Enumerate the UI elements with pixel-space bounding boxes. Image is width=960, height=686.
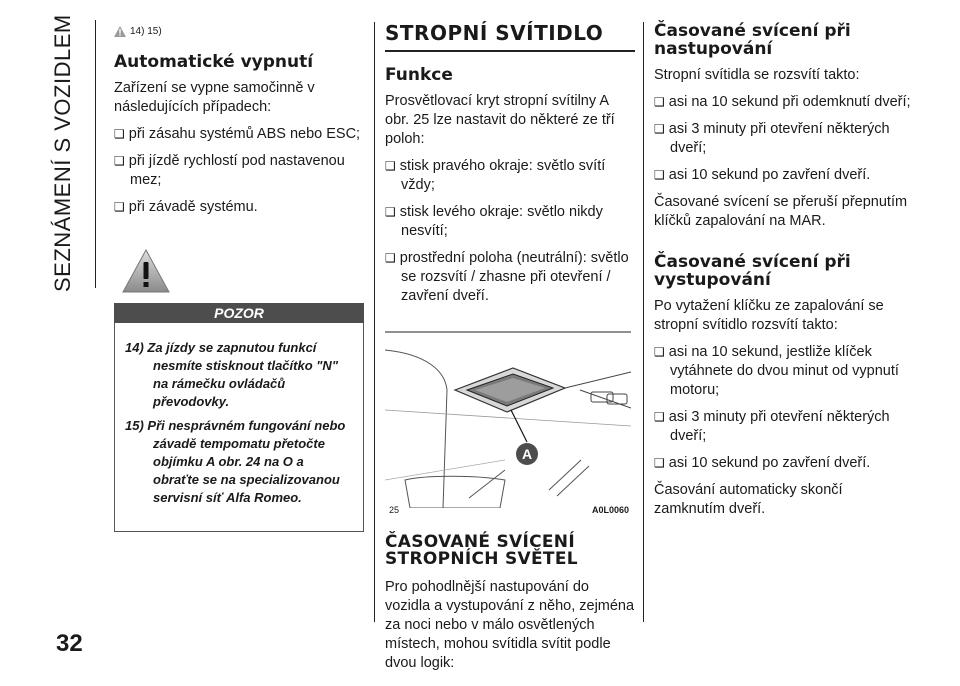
list-item: ❑ asi 10 sekund po zavření dveří. bbox=[654, 454, 914, 473]
list-item: ❑ asi 3 minuty při otevření některých dveří; bbox=[654, 408, 914, 446]
warning-title: POZOR bbox=[114, 303, 364, 323]
side-divider bbox=[95, 20, 96, 288]
heading-boarding: Časované svícení při nastupování bbox=[654, 21, 851, 59]
list-item: ❑ asi na 10 sekund, jestliže klíček vytáhnete do dvou minut od vypnutí motoru; bbox=[654, 343, 914, 400]
list-item: ❑ prostřední poloha (neutrální): světlo se rozsvítí / zhasne při otevření / zavření dveří. bbox=[385, 249, 635, 306]
figure-code: A0L0060 bbox=[591, 505, 629, 515]
list-item: ❑ stisk levého okraje: světlo nikdy nesvítí; bbox=[385, 203, 635, 241]
list-item: ❑ asi 3 minuty při otevření některých dveří; bbox=[654, 120, 914, 158]
column-3 bbox=[654, 22, 914, 527]
intro-paragraph: Zařízení se vypne samočinně v následujících případech: bbox=[114, 80, 315, 115]
ceiling-lamp-illustration bbox=[385, 330, 631, 508]
warning-note: 15) Při nesprávném fungování nebo závadě tempomatu přetočte objímku A obr. 24 na O a obraťte se na specializovanou servisní síť Alfa Romeo. bbox=[125, 418, 346, 505]
intro-paragraph: Prosvětlovací kryt stropní svítilny A obr. 25 lze nastavit do některé ze tří poloh: bbox=[385, 93, 615, 147]
paragraph: Časované svícení se přeruší přepnutím klíčků zapalování na MAR. bbox=[654, 194, 908, 229]
column-2 bbox=[385, 22, 635, 681]
chapter-side-title: SEZNÁMENÍ S VOZIDLEM bbox=[50, 14, 75, 292]
callout-label: A bbox=[521, 446, 533, 462]
paragraph: Pro pohodlnější nastupování do vozidla a vystupování z něho, zejména za noci nebo v málo osvětlených místech, mohou svítidla svítit podle dvou logik: bbox=[385, 579, 635, 671]
column-divider-right bbox=[643, 22, 644, 622]
paragraph: Po vytažení klíčku ze zapalování se stropní svítidlo rozsvítí takto: bbox=[654, 298, 884, 333]
paragraph: Časování automaticky skončí zamknutím dveří. bbox=[654, 482, 843, 517]
column-1 bbox=[114, 22, 364, 532]
refs-text: 14) 15) bbox=[130, 26, 162, 37]
list-item: ❑ stisk pravého okraje: světlo svítí vždy; bbox=[385, 157, 635, 195]
warning-triangle-icon bbox=[114, 26, 126, 37]
page-number: 32 bbox=[56, 630, 83, 657]
section-title-timed-lighting: ČASOVANÉ SVÍCENÍ STROPNÍCH SVĚTEL bbox=[385, 532, 578, 569]
figure-ceiling-lamp bbox=[385, 330, 631, 520]
warning-sign-icon bbox=[122, 249, 170, 293]
paragraph: Stropní svítidla se rozsvítí takto: bbox=[654, 67, 860, 83]
list-item: ❑ při zásahu systémů ABS nebo ESC; bbox=[114, 125, 364, 144]
warning-references bbox=[114, 22, 364, 41]
subheading-function: Funkce bbox=[385, 65, 453, 85]
list-item: ❑ asi na 10 sekund při odemknutí dveří; bbox=[654, 93, 914, 112]
warning-body bbox=[114, 323, 364, 532]
column-divider-left bbox=[374, 22, 375, 622]
list-item: ❑ asi 10 sekund po zavření dveří. bbox=[654, 166, 914, 185]
heading-alighting: Časované svícení při vystupování bbox=[654, 252, 851, 290]
list-item: ❑ při závadě systému. bbox=[114, 198, 364, 217]
section-title: STROPNÍ SVÍTIDLO bbox=[385, 22, 635, 52]
heading-automatic-off: Automatické vypnutí bbox=[114, 52, 314, 72]
figure-number: 25 bbox=[389, 505, 400, 515]
warning-box bbox=[114, 249, 364, 532]
warning-note: 14) Za jízdy se zapnutou funkcí nesmíte stisknout tlačítko "N" na rámečku ovládačů převodovky. bbox=[125, 340, 338, 409]
list-item: ❑ při jízdě rychlostí pod nastavenou mez; bbox=[114, 152, 364, 190]
